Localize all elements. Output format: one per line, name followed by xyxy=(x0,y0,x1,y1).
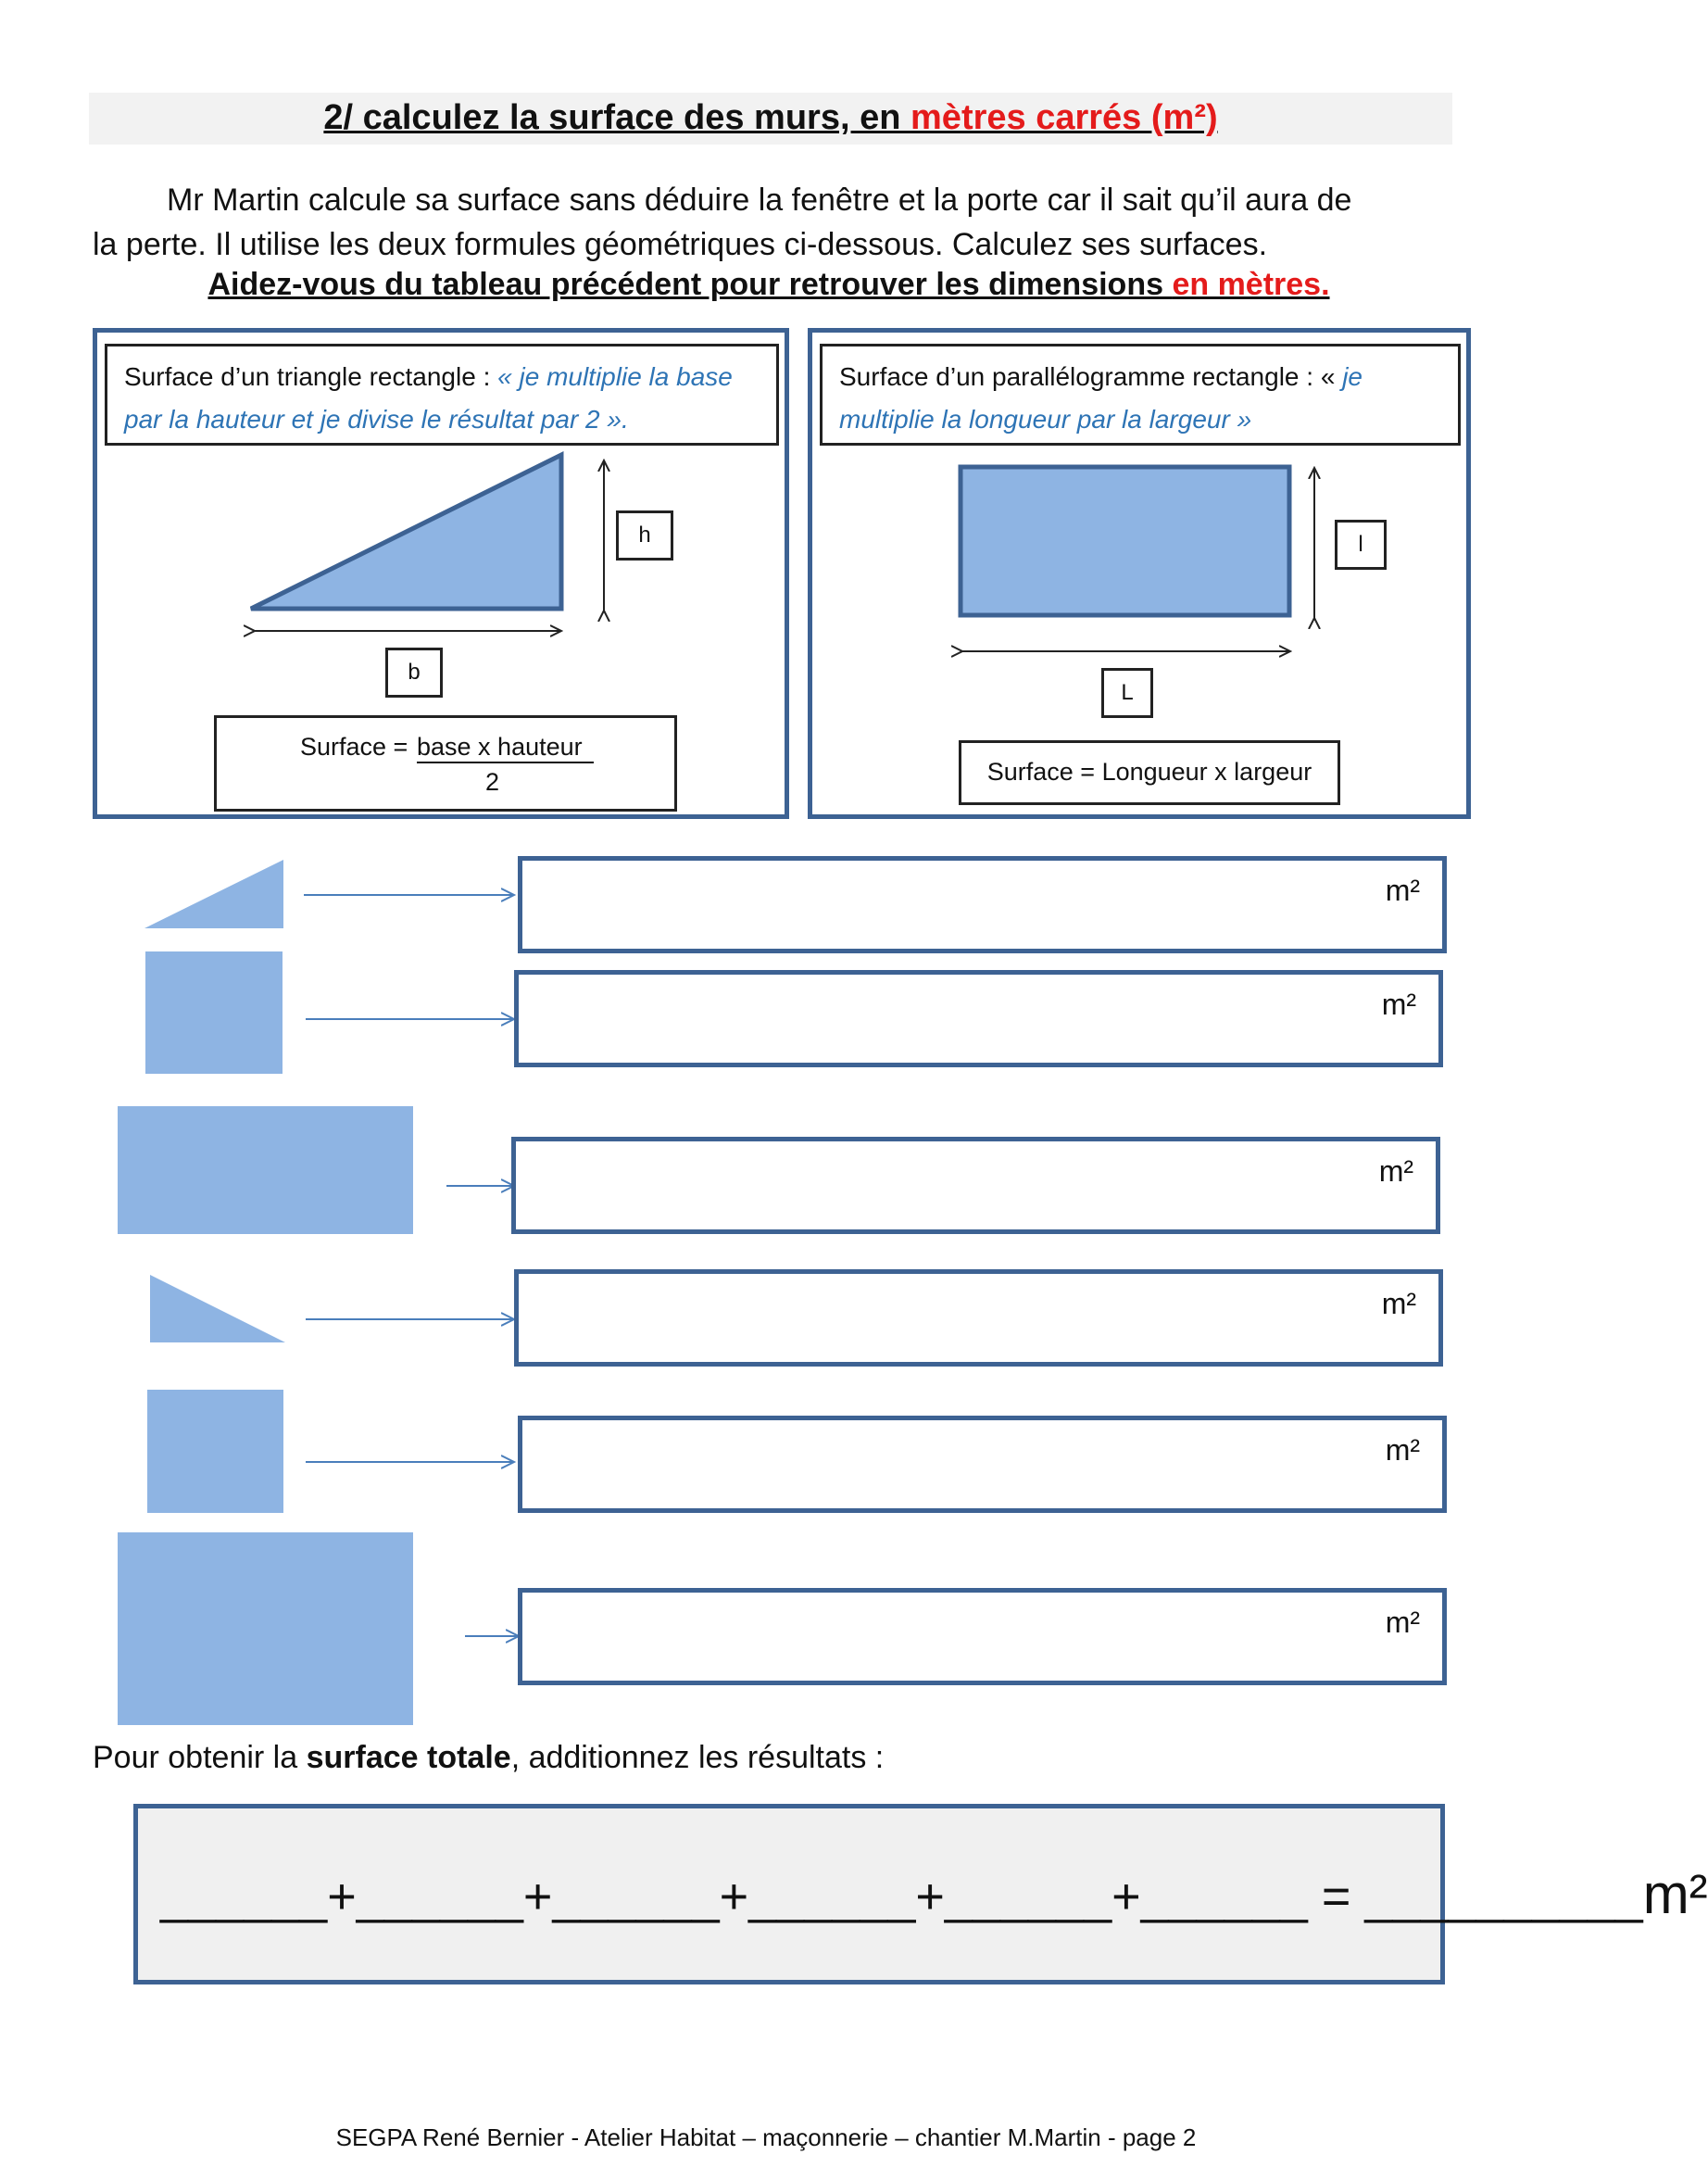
triangle-formula-panel xyxy=(93,328,789,819)
wall-shape-4 xyxy=(150,1275,285,1342)
total-unit: m² xyxy=(1642,1863,1708,1925)
unit-label: m² xyxy=(1385,1606,1420,1639)
triangle-def-italic: « je multiplie la base par la hauteur et je divise le résultat par 2 ». xyxy=(124,362,733,434)
formula-denominator: 2 xyxy=(485,768,500,796)
total-instruction xyxy=(93,1740,884,1776)
total-expression xyxy=(160,1862,1708,1926)
formula-prefix: Surface = xyxy=(300,733,408,761)
total-suffix: , additionnez les résultats : xyxy=(510,1740,885,1775)
title-main: 2/ calculez la surface des murs, en xyxy=(323,98,911,137)
unit-label: m² xyxy=(1385,874,1420,907)
total-blanks: ______+______+______+______+______+______ = __________ xyxy=(160,1869,1643,1924)
unit-label: m² xyxy=(1381,988,1416,1021)
rect-def-prefix: Surface d’un parallélogramme rectangle : « xyxy=(839,362,1343,391)
wall-shape-3 xyxy=(118,1106,413,1234)
rect-def-italic: je multiplie la longueur par la largeur » xyxy=(839,362,1363,434)
rectangle-shape xyxy=(961,467,1289,615)
unit-label: m² xyxy=(1385,1433,1420,1467)
intro-line-2: la perte. Il utilise les deux formules géométriques ci-dessous. Calculez ses surfaces. xyxy=(93,227,1268,262)
instruction xyxy=(93,267,1445,303)
intro-paragraph xyxy=(93,178,1445,267)
page-title xyxy=(89,98,1452,138)
wall-shape-2 xyxy=(145,951,283,1074)
total-box[interactable] xyxy=(133,1804,1708,1984)
answer-box-2[interactable] xyxy=(514,970,1443,1067)
label-l: l xyxy=(1335,520,1387,570)
answer-box-3[interactable] xyxy=(511,1137,1440,1234)
total-prefix: Pour obtenir la xyxy=(93,1740,307,1775)
rectangle-formula-panel xyxy=(808,328,1471,819)
intro-line-1: Mr Martin calcule sa surface sans déduire la fenêtre et la porte car il sait qu’il aura de xyxy=(167,183,1352,218)
rectangle-formula: Surface = Longueur x largeur xyxy=(959,740,1340,805)
label-h: h xyxy=(616,510,673,561)
answer-box-4[interactable] xyxy=(514,1269,1443,1367)
answer-box-1[interactable] xyxy=(518,856,1447,953)
wall-shape-1 xyxy=(144,860,283,928)
formula-numerator: base x hauteur xyxy=(417,733,594,763)
answer-box-6[interactable] xyxy=(518,1588,1447,1685)
label-b: b xyxy=(385,648,443,698)
unit-label: m² xyxy=(1381,1287,1416,1320)
wall-shapes xyxy=(0,834,556,1732)
total-bold: surface totale xyxy=(306,1740,511,1775)
label-L: L xyxy=(1101,668,1153,718)
triangle-shape xyxy=(251,455,561,609)
instruction-red: en mètres. xyxy=(1172,267,1330,302)
instruction-main: Aidez-vous du tableau précédent pour retrouver les dimensions xyxy=(207,267,1173,302)
wall-shape-6 xyxy=(118,1532,413,1725)
page-footer: SEGPA René Bernier - Atelier Habitat – maçonnerie – chantier M.Martin - page 2 xyxy=(335,2123,1197,2151)
wall-shape-5 xyxy=(147,1390,283,1513)
triangle-formula xyxy=(214,715,677,812)
answer-box-5[interactable] xyxy=(518,1416,1447,1513)
triangle-def-prefix: Surface d’un triangle rectangle : xyxy=(124,362,498,391)
title-red: mètres carrés (m²) xyxy=(911,98,1218,137)
unit-label: m² xyxy=(1378,1154,1413,1188)
